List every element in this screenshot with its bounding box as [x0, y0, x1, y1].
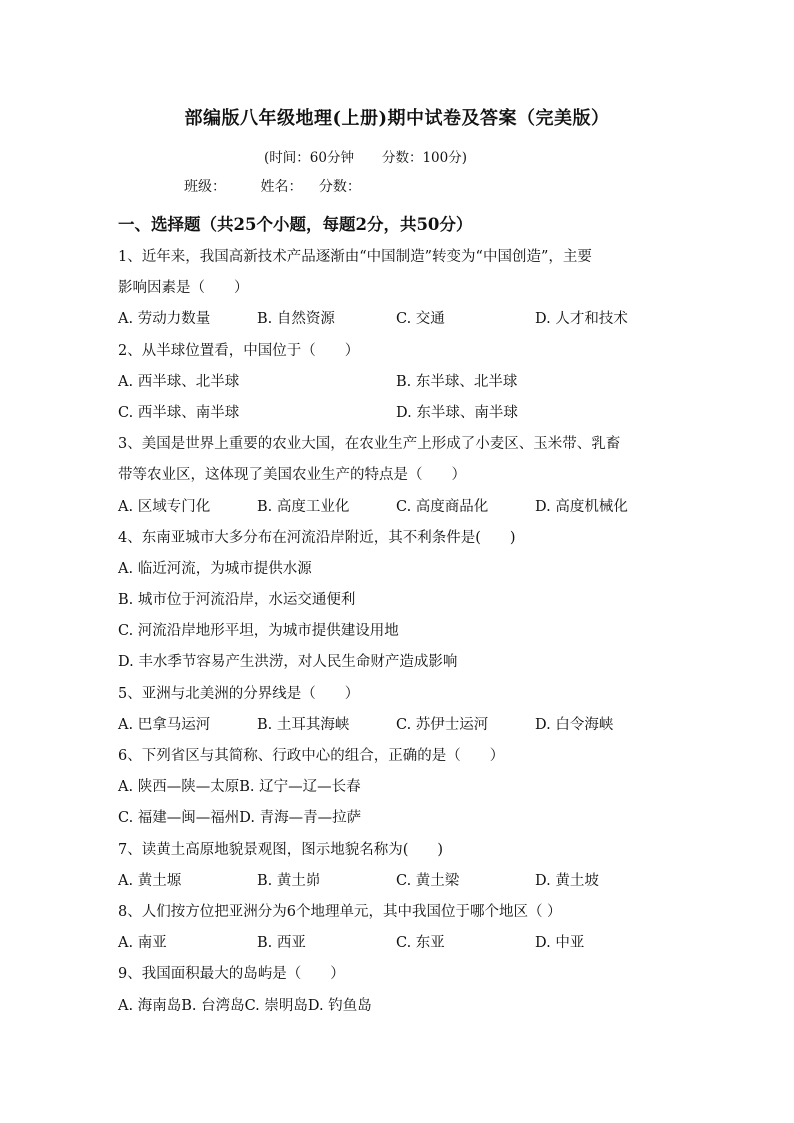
option-d: D. 青海—青—拉萨	[239, 810, 362, 827]
page-title: 部编版八年级地理(上册)期中试卷及答案（完美版）	[184, 108, 610, 129]
question-1-stem-line2: 影响因素是（ ）	[118, 280, 249, 297]
option-b: B. 东半球、北半球	[396, 373, 518, 390]
question-5-options	[118, 710, 688, 741]
option-b: B. 土耳其海峡	[257, 716, 350, 733]
question-1-options	[118, 304, 688, 335]
option-a: A. 黄土塬	[118, 872, 182, 889]
exam-meta	[264, 146, 467, 166]
option-d: D. 人才和技术	[535, 311, 628, 328]
option-d: D. 黄土坡	[535, 872, 599, 889]
question-5-stem: 5、亚洲与北美洲的分界线是（ ）	[118, 685, 360, 702]
question-2-stem: 2、从半球位置看，中国位于（ ）	[118, 342, 360, 359]
question-9-options	[118, 991, 688, 1022]
question-6-stem: 6、下列省区与其简称、行政中心的组合，正确的是（ ）	[118, 748, 505, 764]
option-d: D. 中亚	[535, 935, 585, 952]
question-3-stem-line2: 带等农业区，这体现了美国农业生产的特点是（ ）	[118, 467, 466, 484]
question-4-option-c: C. 河流沿岸地形平坦，为城市提供建设用地	[118, 623, 399, 640]
option-b: B. 自然资源	[257, 311, 335, 328]
question-4-option-a: A. 临近河流，为城市提供水源	[118, 560, 312, 577]
question-8-stem: 8、人们按方位把亚洲分为6个地理单元，其中我国位于哪个地区（ ）	[118, 903, 562, 920]
option-c: C. 黄土梁	[396, 872, 460, 889]
option-c: C. 苏伊士运河	[396, 716, 489, 733]
option-a: A. 劳动力数量	[118, 311, 211, 328]
section-title: 一、选择题（共25个小题，每题2分，共50分）	[118, 215, 473, 234]
question-3-stem-line1: 3、美国是世界上重要的农业大国，在农业生产上形成了小麦区、玉米带、乳畜	[118, 436, 621, 453]
option-b: B. 高度工业化	[257, 498, 350, 515]
option-a: A. 南亚	[118, 935, 167, 952]
class-label: 班级：	[184, 179, 226, 195]
question-7-stem: 7、读黄土高原地貌景观图，图示地貌名称为( )	[118, 841, 444, 858]
question-3-options	[118, 492, 688, 523]
question-4-option-d: D. 丰水季节容易产生洪涝，对人民生命财产造成影响	[118, 654, 458, 671]
question-1-stem-line1: 1、近年来，我国高新技术产品逐渐由“中国制造”转变为“中国创造”，主要	[118, 249, 592, 265]
option-c: C. 福建—闽—福州	[118, 810, 240, 827]
question-4-option-b: B. 城市位于河流沿岸，水运交通便利	[118, 592, 356, 609]
question-6-options-row1	[118, 772, 688, 803]
option-d: D. 钓鱼岛	[307, 997, 372, 1014]
option-b: B. 辽宁—辽—长春	[239, 779, 361, 796]
question-2-options-row2	[118, 398, 688, 429]
question-9-stem: 9、我国面积最大的岛屿是（ ）	[118, 966, 345, 983]
question-7-options	[118, 866, 688, 897]
option-a: A. 陕西—陕—太原	[118, 779, 240, 796]
question-list	[118, 242, 688, 1022]
option-a: A. 巴拿马运河	[118, 716, 211, 733]
option-a: A. 西半球、北半球	[118, 373, 240, 390]
option-c: C. 交通	[396, 311, 445, 328]
question-2-options-row1	[118, 367, 688, 398]
option-c: C. 东亚	[396, 935, 445, 952]
option-d: D. 白令海峡	[535, 716, 614, 733]
exam-time: (时间：60分钟	[264, 150, 354, 166]
option-c: C. 西半球、南半球	[118, 404, 240, 421]
question-8-options	[118, 928, 688, 959]
option-c: C. 崇明岛	[244, 997, 308, 1014]
option-d: D. 东半球、南半球	[396, 404, 518, 421]
student-info	[184, 176, 391, 196]
question-4-stem: 4、东南亚城市大多分布在河流沿岸附近，其不利条件是( )	[118, 529, 516, 546]
option-a: A. 海南岛	[118, 997, 182, 1014]
score-label: 分数：	[318, 179, 361, 195]
option-c: C. 高度商品化	[396, 498, 489, 515]
name-label: 姓名：	[260, 179, 303, 195]
question-6-options-row2	[118, 803, 688, 834]
exam-score: 分数：100分)	[381, 150, 467, 166]
option-b: B. 黄土峁	[257, 872, 321, 889]
option-d: D. 高度机械化	[535, 498, 628, 515]
option-a: A. 区域专门化	[118, 498, 211, 515]
option-b: B. 台湾岛	[181, 997, 245, 1014]
option-b: B. 西亚	[257, 935, 306, 952]
